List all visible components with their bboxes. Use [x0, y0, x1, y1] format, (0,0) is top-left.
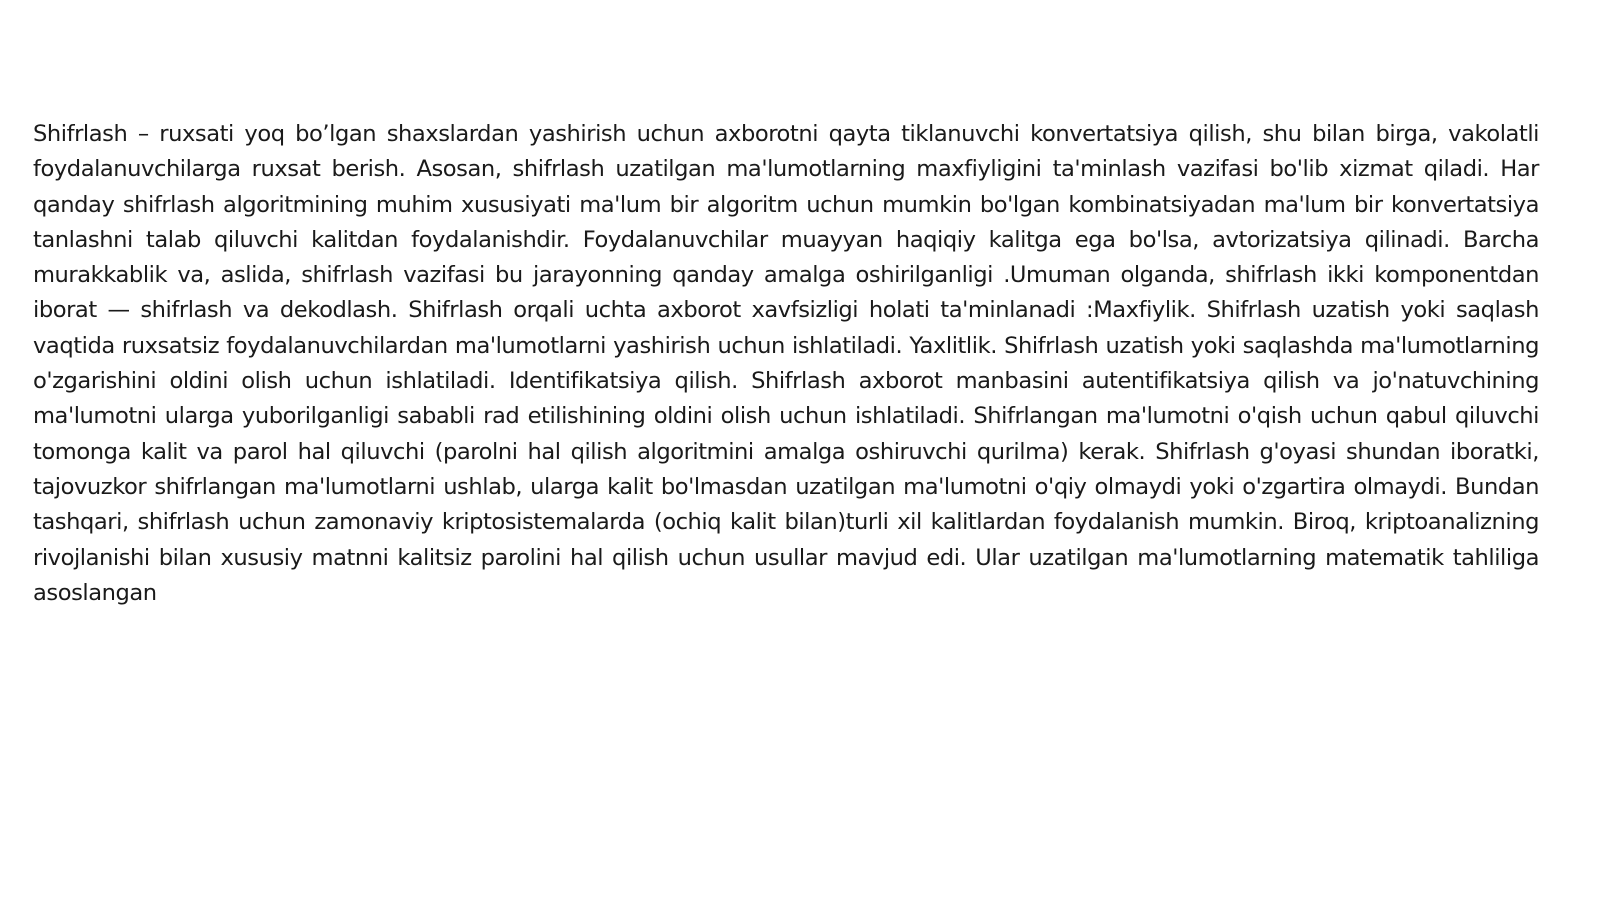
body-paragraph: Shifrlash – ruxsati yoq bo’lgan shaxslardan yashirish uchun axborotni qayta tiklanuvchi konvertatsiya qilish, shu bilan birga, vakolatli foydalanuvchilarga ruxsat berish. Asosan, shifrlash uzatilgan ma'lumotlarning maxfiyligini ta'minlash vazifasi bo'lib xizmat qiladi. Har qanday shifrlash algoritmining muhim xususiyati ma'lum bir algoritm uchun mumkin bo'lgan kombinatsiyadan ma'lum bir konvertatsiya tanlashni talab qiluvchi kalitdan foydalanishdir. Foydalanuvchilar muayyan haqiqiy kalitga ega bo'lsa, avtorizatsiya qilinadi. Barcha murakkablik va, aslida, shifrlash vazifasi bu jarayonning qanday amalga oshirilganligi .Umuman olganda, shifrlash ikki komponentdan iborat — shifrlash va dekodlash. Shifrlash orqali uchta axborot xavfsizligi holati ta'minlanadi :Maxfiylik. Shifrlash uzatish yoki saqlash vaqtida ruxsatsiz foydalanuvchilardan ma'lumotlarni yashirish uchun ishlatiladi. Yaxlitlik. Shifrlash uzatish yoki saqlashda ma'lumotlarning o'zgarishini oldini olish uchun ishlatiladi. Identifikatsiya qilish. Shifrlash axborot manbasini autentifikatsiya qilish va jo'natuvchining ma'lumotni ularga yuborilganligi sababli rad etilishining oldini olish uchun ishlatiladi. Shifrlangan ma'lumotni o'qish uchun qabul qiluvchi tomonga kalit va parol hal qiluvchi (parolni hal qilish algoritmini amalga oshiruvchi qurilma) kerak. Shifrlash g'oyasi shundan iboratki, tajovuzkor shifrlangan ma'lumotlarni ushlab, ularga kalit bo'lmasdan uzatilgan ma'lumotni o'qiy olmaydi yoki o'zgartira olmaydi. Bundan tashqari, shifrlash uchun zamonaviy kriptosistemalarda (ochiq kalit bilan)turli xil kalitlardan foydalanish mumkin. Biroq, kriptoanalizning rivojlanishi bilan xususiy matnni kalitsiz parolini hal qilish uchun usullar mavjud edi. Ular uzatilgan ma'lumotlarning matematik tahliliga asoslangan: [33, 121, 1539, 606]
